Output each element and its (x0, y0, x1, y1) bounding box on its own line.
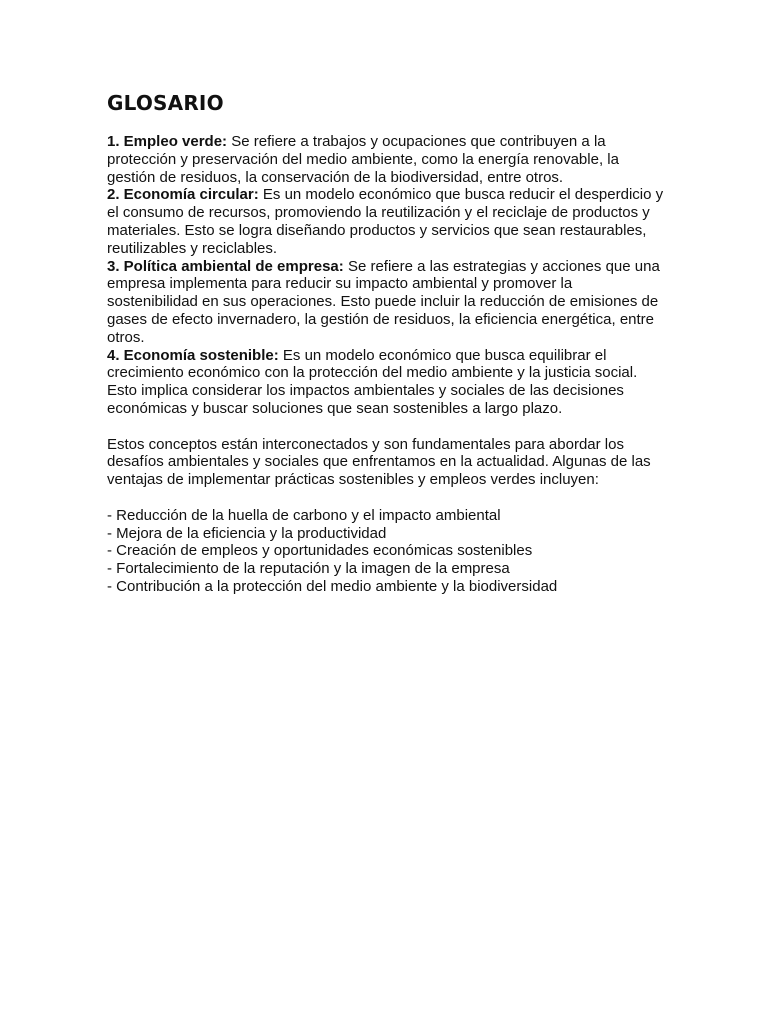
glossary-term: 2. Economía circular: (107, 186, 259, 204)
glossary-definition: Es un modelo económico que busca equilibrar el crecimiento económico con la protección del medio ambiente y la justicia social. Esto implica considerar los impactos ambientales y sociales de las decisiones económicas y buscar soluciones que sean sostenibles a largo plazo. (107, 346, 638, 417)
list-item: - Fortalecimiento de la reputación y la imagen de la empresa (107, 560, 510, 578)
glossary-term: 1. Empleo verde: (107, 133, 228, 150)
summary-paragraph: Estos conceptos están interconectados y son fundamentales para abordar los desafíos ambientales y sociales que enfrentamos en la actualidad. Algunas de las ventajas de implementar prácticas sostenibles y empleos verdes incluyen: (107, 435, 651, 489)
benefits-list (107, 507, 667, 596)
glossary-definition: Se refiere a las estrategias y acciones que una empresa implementa para reducir su impacto ambiental y promover la sostenibilidad en sus operaciones. Esto puede incluir la reducción de emisiones de gases de efecto invernadero, la gestión de residuos, la eficiencia energética, entre otros. (107, 257, 660, 346)
list-item: - Mejora de la eficiencia y la productividad (107, 524, 387, 542)
list-item: - Contribución a la protección del medio ambiente y la biodiversidad (107, 577, 558, 595)
list-item: - Reducción de la huella de carbono y el impacto ambiental (107, 506, 501, 524)
glossary (107, 133, 667, 418)
glossary-term: 4. Economía sostenible: (107, 346, 279, 364)
list-item: - Creación de empleos y oportunidades económicas sostenibles (107, 542, 533, 560)
glossary-entry (107, 186, 667, 257)
document-page (107, 90, 667, 596)
glossary-definition: Es un modelo económico que busca reducir el desperdicio y el consumo de recursos, promoviendo la reutilización y el reciclaje de productos y materiales. Esto se logra diseñando productos y servicios que sean restaurables, reutilizables y reciclables. (107, 186, 664, 257)
glossary-term: 3. Política ambiental de empresa: (107, 257, 344, 275)
glossary-entry (107, 347, 667, 418)
glossary-entry (107, 133, 667, 186)
page-title: GLOSARIO (107, 91, 224, 115)
glossary-definition: Se refiere a trabajos y ocupaciones que contribuyen a la protección y preservación del medio ambiente, como la energía renovable, la gestión de residuos, la conservación de la biodiversidad, entre otros. (107, 133, 619, 186)
glossary-entry (107, 258, 667, 347)
